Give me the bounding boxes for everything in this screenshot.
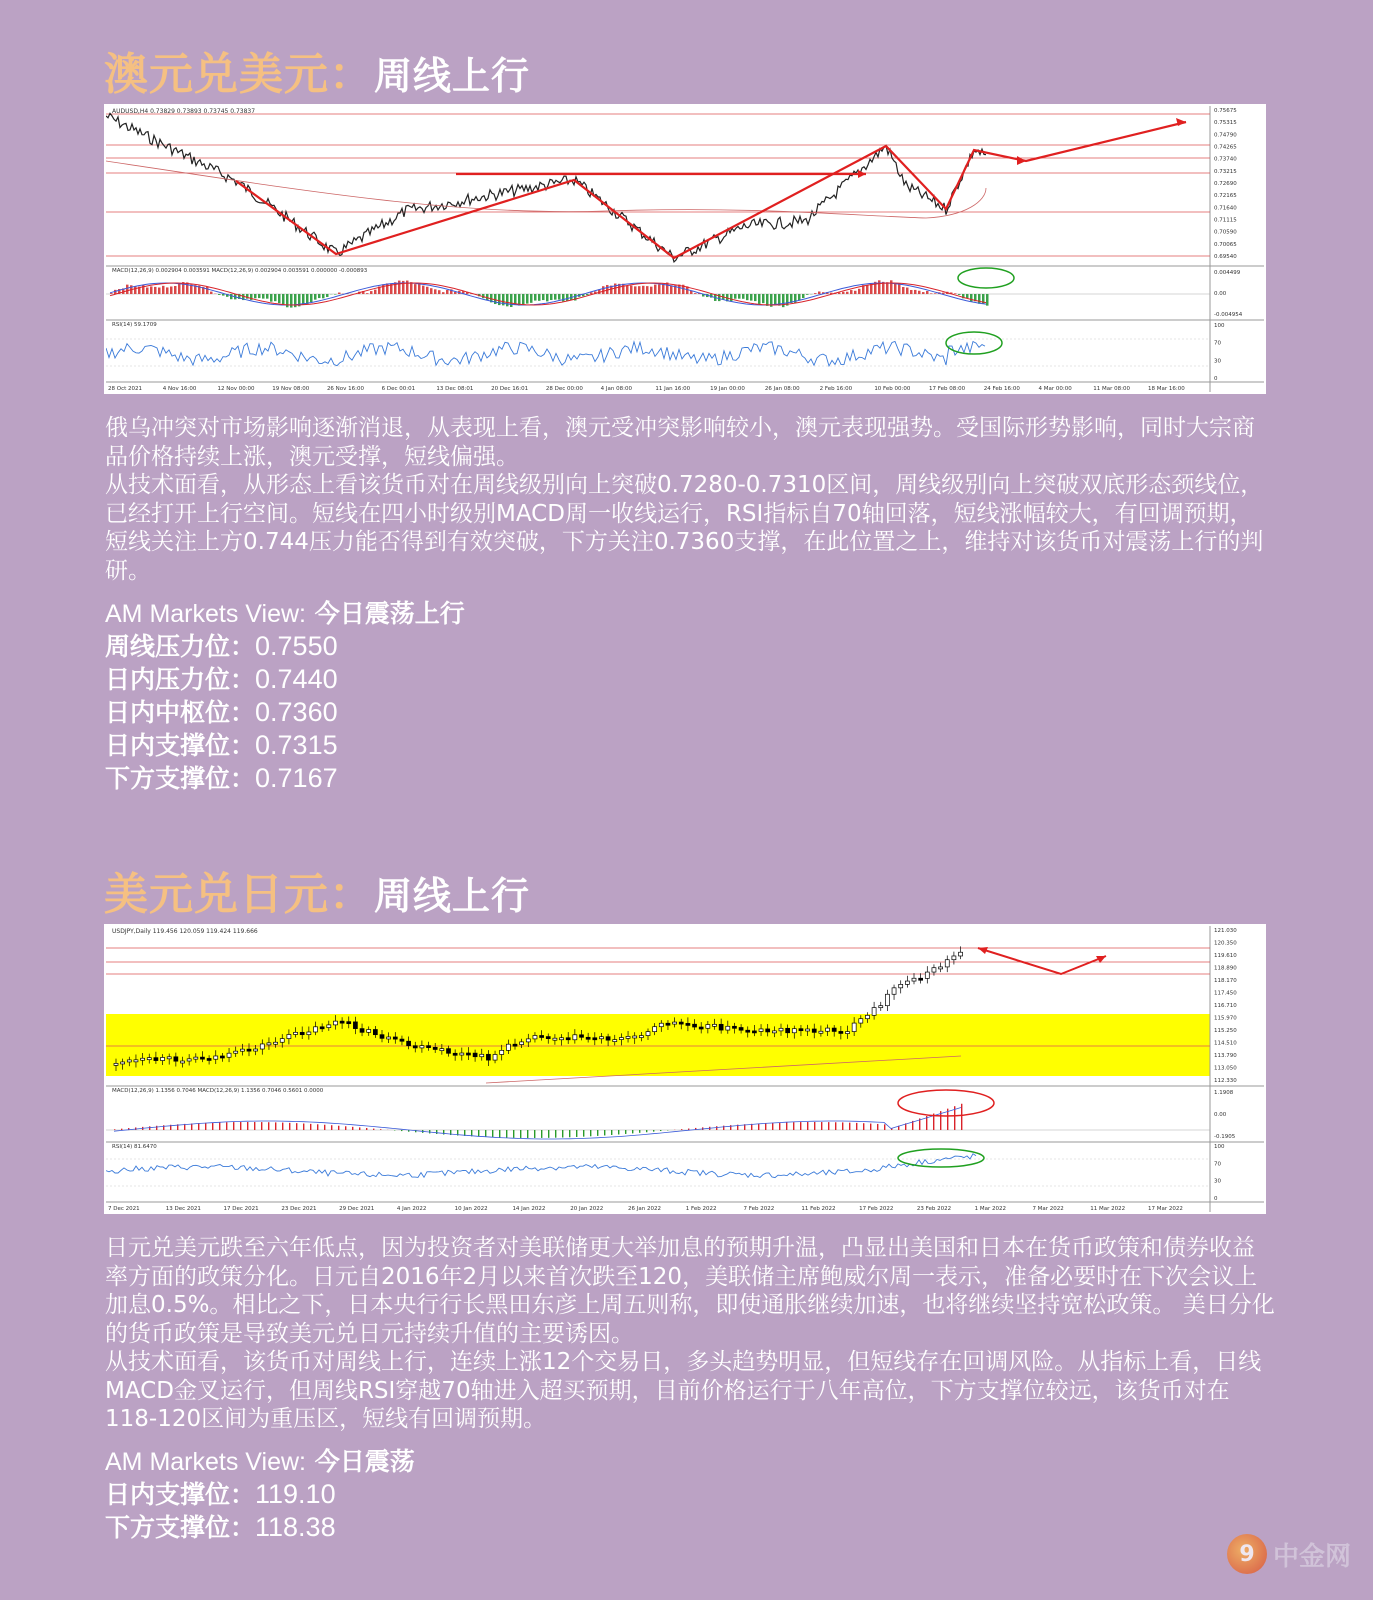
axis-tick-label: -0.1905 xyxy=(1214,1134,1236,1140)
level-label: 周线压力位： xyxy=(105,632,256,661)
x-tick-label: 1 Feb 2022 xyxy=(685,1206,717,1212)
axis-tick-label: 118.890 xyxy=(1214,965,1237,972)
axis-tick-label: 0.70065 xyxy=(1214,241,1237,248)
x-tick-label: 19 Jan 00:00 xyxy=(710,386,745,392)
x-tick-label: 26 Nov 16:00 xyxy=(326,386,365,392)
x-tick-label: 18 Mar 16:00 xyxy=(1148,386,1185,392)
section1-view xyxy=(105,598,465,795)
axis-tick-label: 116.710 xyxy=(1214,1003,1237,1009)
x-tick-label: 4 Jan 2022 xyxy=(396,1206,427,1212)
x-tick-label: 13 Dec 2021 xyxy=(165,1206,201,1212)
x-tick-label: 23 Dec 2021 xyxy=(281,1206,317,1212)
x-tick-label: 4 Jan 08:00 xyxy=(600,386,632,392)
x-tick-label: 2 Feb 16:00 xyxy=(819,386,853,392)
x-tick-label: 14 Jan 2022 xyxy=(512,1206,546,1212)
axis-tick-label: 0.69540 xyxy=(1214,254,1237,260)
section1-analysis xyxy=(105,414,1275,585)
section2-analysis xyxy=(105,1234,1275,1434)
section1-title-pair: 澳元兑美元： xyxy=(104,49,374,100)
level-label: 日内支撑位： xyxy=(105,731,256,760)
watermark-text: 中金网 xyxy=(1272,1541,1351,1572)
level-row xyxy=(105,1478,415,1511)
x-tick-label: 19 Nov 08:00 xyxy=(272,386,310,392)
watermark-logo-icon: 9 xyxy=(1227,1534,1267,1574)
level-value: 0.7360 xyxy=(255,697,338,727)
level-row xyxy=(105,663,465,696)
level-label: 下方支撑位： xyxy=(105,764,256,793)
x-tick-label: 11 Jan 16:00 xyxy=(655,386,691,392)
axis-tick-label: 0.75675 xyxy=(1214,108,1237,114)
section1-paragraph-1: 俄乌冲突对市场影响逐渐消退，从表现上看，澳元受冲突影响较小，澳元表现强势。受国际形势影响，同时大宗商品价格持续上涨，澳元受撑，短线偏强。 xyxy=(105,415,1255,470)
section2-title-trend: 周线上行 xyxy=(374,874,531,918)
x-tick-label: 4 Nov 16:00 xyxy=(162,386,197,392)
section1-view-prefix: AM Markets View: xyxy=(105,600,306,628)
x-tick-label: 10 Jan 2022 xyxy=(454,1206,488,1212)
usdjpy-chart-svg xyxy=(106,926,1264,1212)
axis-tick-label: 30 xyxy=(1214,358,1221,365)
x-tick-label: 13 Dec 08:01 xyxy=(436,386,474,392)
x-tick-label: 28 Oct 2021 xyxy=(108,386,143,392)
level-row xyxy=(105,762,465,795)
x-tick-label: 28 Dec 00:00 xyxy=(545,386,583,392)
axis-tick-label: 100 xyxy=(1214,323,1225,329)
section2-view-heading xyxy=(105,1446,415,1478)
axis-tick-label: 0.74790 xyxy=(1214,132,1237,139)
usdjpy-macd-label: MACD(12,26,9) 1.1356 0.7046 MACD(12,26,9) 1.1356 0.7046 0.5601 0.0000 xyxy=(112,1088,324,1094)
axis-tick-label: 1.1908 xyxy=(1214,1090,1234,1096)
x-tick-label: 17 Mar 2022 xyxy=(1148,1206,1183,1212)
axis-tick-label: 30 xyxy=(1214,1178,1221,1185)
x-tick-label: 17 Feb 2022 xyxy=(859,1206,894,1212)
section1-paragraph-2: 从技术面看，从形态上看该货币对在周线级别向上突破0.7280-0.7310区间，周线级别向上突破双底形态颈线位，已经打开上行空间。短线在四小时级别MACD周一收线运行，RSI指标自70轴回落，短线涨幅较大，有回调预期，短线关注上方0.744压力能否得到有效突破，下方关注0.7360支撑，在此位置之上，维持对该货币对震荡上行的判研。 xyxy=(105,472,1264,584)
section2-view xyxy=(105,1446,415,1544)
section2-paragraph-2: 从技术面看，该货币对周线上行，连续上涨12个交易日，多头趋势明显，但短线存在回调风险。从指标上看，日线MACD金叉运行，但周线RSI穿越70轴进入超买预期，目前价格运行于八年高位，下方支撑位较远，该货币对在118-120区间为重压区，短线有回调预期。 xyxy=(105,1349,1262,1432)
x-tick-label: 6 Dec 00:01 xyxy=(381,386,416,392)
axis-tick-label: 0.74265 xyxy=(1214,144,1237,151)
x-tick-label: 1 Mar 2022 xyxy=(974,1206,1007,1212)
x-tick-label: 11 Feb 2022 xyxy=(801,1206,836,1212)
axis-tick-label: 0 xyxy=(1214,376,1218,382)
axis-tick-label: 0.72165 xyxy=(1214,193,1237,200)
axis-tick-label: 0.73215 xyxy=(1214,168,1237,175)
level-label: 日内中枢位： xyxy=(105,698,256,727)
x-tick-label: 7 Mar 2022 xyxy=(1032,1206,1064,1212)
x-tick-label: 7 Dec 2021 xyxy=(108,1206,140,1212)
axis-tick-label: 117.450 xyxy=(1214,990,1237,997)
section1-view-heading xyxy=(105,598,465,630)
section1-title-trend: 周线上行 xyxy=(374,54,531,98)
section2-view-prefix: AM Markets View: xyxy=(105,1448,306,1476)
x-tick-label: 11 Mar 2022 xyxy=(1090,1206,1126,1212)
axis-tick-label: 120.350 xyxy=(1214,940,1237,947)
audusd-rsi-label: RSI(14) 59.1709 xyxy=(112,322,157,328)
axis-tick-label: 0.71115 xyxy=(1214,217,1237,224)
section2-title xyxy=(104,858,530,922)
section1-view-suffix: 今日震荡上行 xyxy=(305,599,465,628)
level-row xyxy=(105,696,465,729)
axis-tick-label: 0.71640 xyxy=(1214,205,1237,212)
level-row xyxy=(105,729,465,762)
audusd-chart xyxy=(104,104,1266,394)
level-value: 0.7167 xyxy=(255,763,338,793)
axis-tick-label: 113.790 xyxy=(1214,1053,1237,1059)
x-tick-label: 4 Mar 00:00 xyxy=(1038,386,1072,392)
axis-tick-label: 0 xyxy=(1214,1196,1218,1202)
axis-tick-label: 0.004499 xyxy=(1214,270,1241,276)
level-row xyxy=(105,630,465,663)
axis-tick-label: 70 xyxy=(1214,340,1221,347)
usdjpy-rsi-label: RSI(14) 81.6470 xyxy=(112,1144,157,1150)
axis-tick-label: 115.970 xyxy=(1214,1015,1237,1022)
x-tick-label: 20 Jan 2022 xyxy=(570,1206,604,1212)
axis-tick-label: 100 xyxy=(1214,1144,1225,1150)
axis-tick-label: -0.004954 xyxy=(1214,312,1243,318)
usdjpy-header: USDJPY,Daily 119.456 120.059 119.424 119.666 xyxy=(112,928,258,935)
level-label: 日内压力位： xyxy=(105,665,256,694)
x-tick-label: 12 Nov 00:00 xyxy=(217,386,255,392)
audusd-header: AUDUSD,H4 0.73829 0.73893 0.73745 0.73837 xyxy=(112,108,256,115)
section1-title xyxy=(104,38,530,102)
x-tick-label: 23 Feb 2022 xyxy=(916,1206,952,1212)
x-tick-label: 26 Jan 2022 xyxy=(628,1206,661,1212)
axis-tick-label: 0.00 xyxy=(1214,1112,1227,1118)
audusd-chart-svg xyxy=(106,106,1264,392)
axis-tick-label: 115.250 xyxy=(1214,1028,1237,1034)
x-tick-label: 17 Dec 2021 xyxy=(223,1206,259,1212)
level-value: 119.10 xyxy=(255,1479,336,1509)
level-value: 0.7550 xyxy=(255,631,338,661)
usdjpy-chart xyxy=(104,924,1266,1214)
section2-view-suffix: 今日震荡 xyxy=(305,1447,415,1476)
axis-tick-label: 0.70590 xyxy=(1214,229,1237,236)
axis-tick-label: 112.330 xyxy=(1214,1078,1237,1084)
level-label: 日内支撑位： xyxy=(105,1480,256,1509)
axis-tick-label: 0.00 xyxy=(1214,291,1227,297)
axis-tick-label: 0.73740 xyxy=(1214,156,1237,163)
axis-tick-label: 121.030 xyxy=(1214,928,1237,934)
level-value: 0.7315 xyxy=(255,730,338,760)
axis-tick-label: 119.610 xyxy=(1214,953,1237,959)
section2-title-pair: 美元兑日元： xyxy=(104,869,374,920)
axis-tick-label: 0.75315 xyxy=(1214,120,1237,127)
axis-tick-label: 118.170 xyxy=(1214,978,1237,984)
level-value: 118.38 xyxy=(255,1512,336,1542)
axis-tick-label: 114.510 xyxy=(1214,1040,1237,1047)
level-row xyxy=(105,1511,415,1544)
x-tick-label: 20 Dec 16:01 xyxy=(491,386,529,392)
x-tick-label: 7 Feb 2022 xyxy=(743,1206,775,1212)
x-tick-label: 29 Dec 2021 xyxy=(339,1206,375,1212)
level-label: 下方支撑位： xyxy=(105,1513,256,1542)
audusd-macd-label: MACD(12,26,9) 0.002904 0.003591 MACD(12,26,9) 0.002904 0.003591 0.000000 -0.000893 xyxy=(112,268,368,274)
axis-tick-label: 70 xyxy=(1214,1161,1221,1168)
x-tick-label: 11 Mar 08:00 xyxy=(1093,386,1130,392)
level-value: 0.7440 xyxy=(255,664,338,694)
x-tick-label: 24 Feb 16:00 xyxy=(983,386,1020,392)
axis-tick-label: 113.050 xyxy=(1214,1065,1237,1072)
x-tick-label: 26 Jan 08:00 xyxy=(764,386,800,392)
watermark xyxy=(1227,1534,1351,1574)
x-tick-label: 17 Feb 08:00 xyxy=(929,386,966,392)
x-tick-label: 10 Feb 00:00 xyxy=(874,386,911,392)
axis-tick-label: 0.72690 xyxy=(1214,181,1237,187)
section2-paragraph-1: 日元兑美元跌至六年低点，因为投资者对美联储更大举加息的预期升温，凸显出美国和日本在货币政策和债券收益率方面的政策分化。日元自2016年2月以来首次跌至120，美联储主席鲍威尔周一表示，准备必要时在下次会议上加息0.5%。相比之下，日本央行行长黑田东彦上周五则称，即使通胀继续加速，也将继续坚持宽松政策。 美日分化的货币政策是导致美元兑日元持续升值的主要诱因。 xyxy=(105,1235,1275,1347)
